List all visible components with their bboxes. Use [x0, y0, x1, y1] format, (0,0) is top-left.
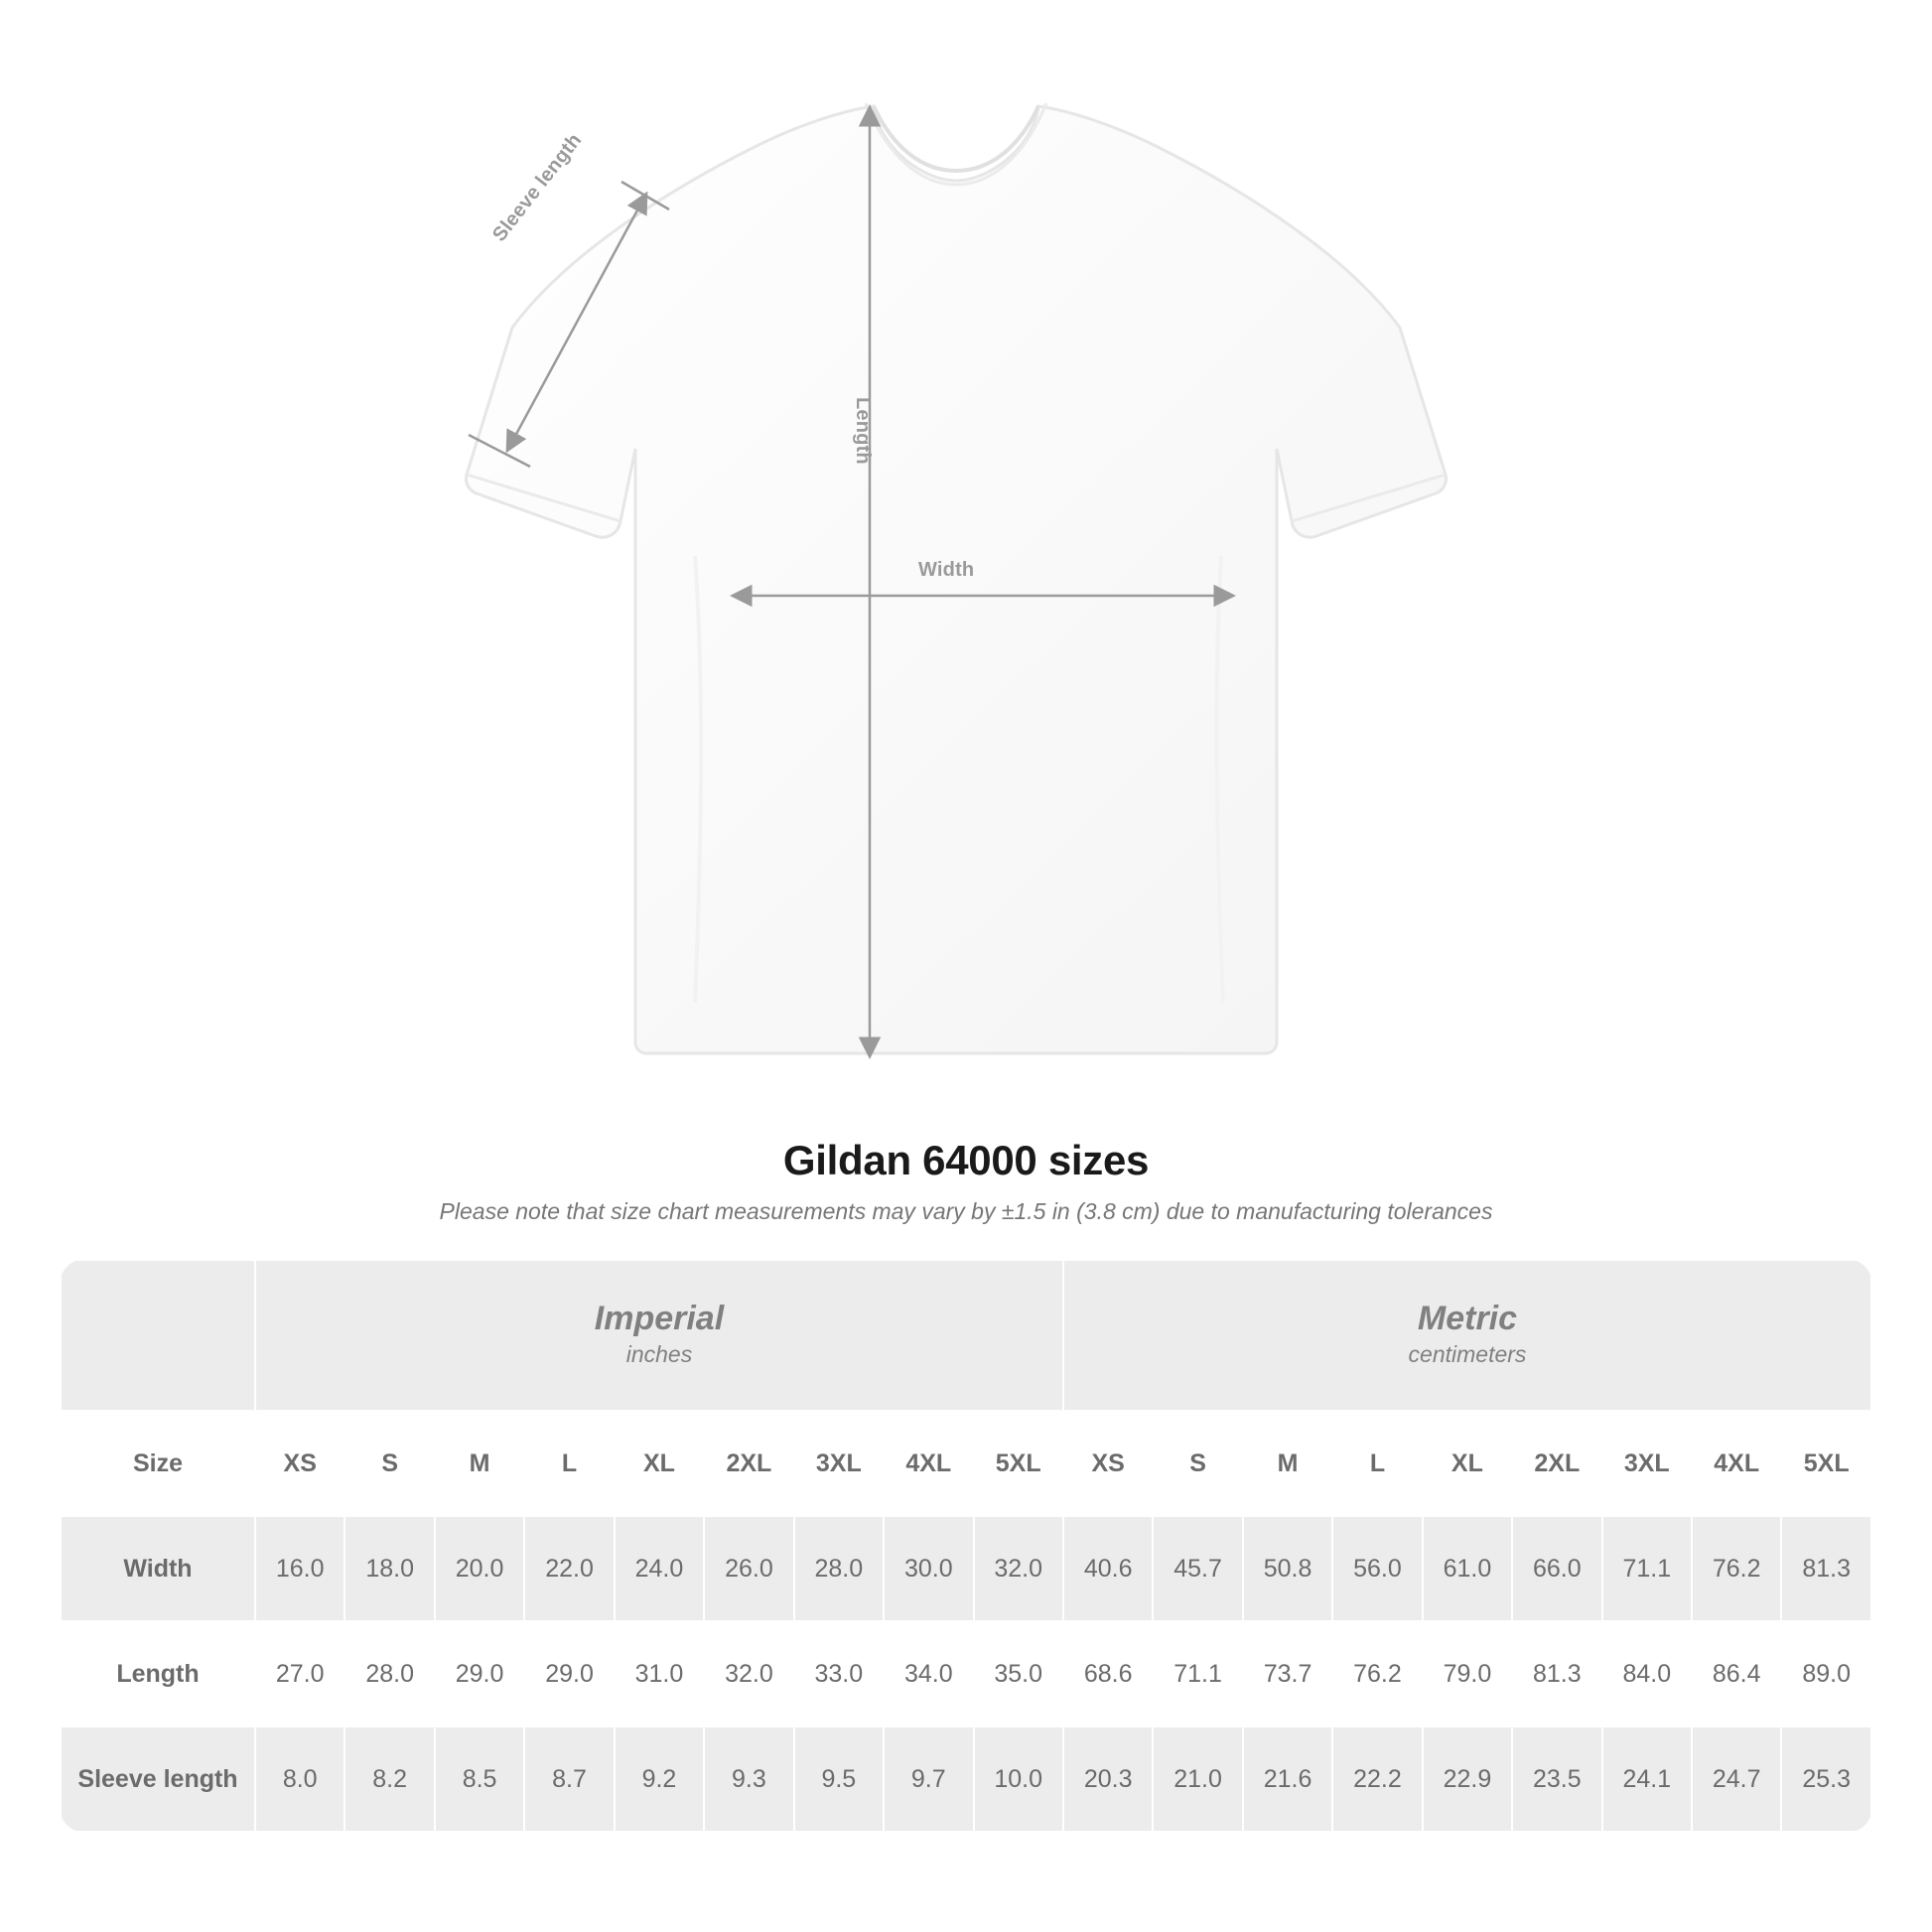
size-chart-table-wrap [60, 1259, 1872, 1833]
cell-length-4: 31.0 [615, 1621, 704, 1726]
cell-width-12: 56.0 [1332, 1516, 1422, 1621]
sleeve-length-label: Sleeve length [488, 129, 587, 246]
size-header-8: 5XL [974, 1411, 1063, 1516]
size-header-13: XL [1423, 1411, 1512, 1516]
size-header-6: 3XL [794, 1411, 884, 1516]
cell-width-17: 81.3 [1781, 1516, 1871, 1621]
cell-width-7: 30.0 [884, 1516, 973, 1621]
row-label-sleeve-length: Sleeve length [61, 1726, 255, 1832]
cell-sleeve-8: 10.0 [974, 1726, 1063, 1832]
table-row [61, 1726, 1871, 1832]
cell-width-0: 16.0 [255, 1516, 345, 1621]
unit-group-metric-name: Metric [1417, 1300, 1518, 1338]
cell-sleeve-7: 9.7 [884, 1726, 973, 1832]
cell-sleeve-12: 22.2 [1332, 1726, 1422, 1832]
sleeve-tick-top [621, 182, 669, 209]
tolerance-note: Please note that size chart measurements may vary by ±1.5 in (3.8 cm) due to manufacturing tolerances [439, 1198, 1493, 1224]
cell-width-15: 71.1 [1602, 1516, 1692, 1621]
cell-sleeve-11: 21.6 [1243, 1726, 1332, 1832]
cell-sleeve-15: 24.1 [1602, 1726, 1692, 1832]
cell-width-9: 40.6 [1063, 1516, 1153, 1621]
size-header-9: XS [1063, 1411, 1153, 1516]
cell-length-12: 76.2 [1332, 1621, 1422, 1726]
cell-sleeve-3: 8.7 [524, 1726, 614, 1832]
cell-length-13: 79.0 [1423, 1621, 1512, 1726]
size-header-5: 2XL [704, 1411, 793, 1516]
cell-sleeve-13: 22.9 [1423, 1726, 1512, 1832]
page-title: Gildan 64000 sizes [782, 1137, 1150, 1183]
cell-sleeve-5: 9.3 [704, 1726, 793, 1832]
cell-length-16: 86.4 [1692, 1621, 1781, 1726]
cell-length-0: 27.0 [255, 1621, 345, 1726]
size-header-14: 2XL [1512, 1411, 1601, 1516]
size-header-4: XL [615, 1411, 704, 1516]
unit-header-row [61, 1260, 1871, 1411]
cell-length-9: 68.6 [1063, 1621, 1153, 1726]
cell-sleeve-2: 8.5 [435, 1726, 524, 1832]
cell-width-2: 20.0 [435, 1516, 524, 1621]
size-header-label: Size [61, 1411, 255, 1516]
size-header-3: L [524, 1411, 614, 1516]
cell-sleeve-16: 24.7 [1692, 1726, 1781, 1832]
length-label: Length [852, 397, 874, 465]
cell-width-16: 76.2 [1692, 1516, 1781, 1621]
size-header-0: XS [255, 1411, 345, 1516]
size-header-16: 4XL [1692, 1411, 1781, 1516]
size-header-2: M [435, 1411, 524, 1516]
cell-width-5: 26.0 [704, 1516, 793, 1621]
cell-width-3: 22.0 [524, 1516, 614, 1621]
size-header-12: L [1332, 1411, 1422, 1516]
cell-length-5: 32.0 [704, 1621, 793, 1726]
cell-sleeve-10: 21.0 [1153, 1726, 1242, 1832]
size-header-17: 5XL [1781, 1411, 1871, 1516]
cell-length-1: 28.0 [345, 1621, 434, 1726]
cell-width-13: 61.0 [1423, 1516, 1512, 1621]
cell-length-10: 71.1 [1153, 1621, 1242, 1726]
row-label-width: Width [61, 1516, 255, 1621]
cell-length-15: 84.0 [1602, 1621, 1692, 1726]
size-header-10: S [1153, 1411, 1242, 1516]
cell-sleeve-4: 9.2 [615, 1726, 704, 1832]
cell-width-4: 24.0 [615, 1516, 704, 1621]
cell-width-8: 32.0 [974, 1516, 1063, 1621]
table-row [61, 1621, 1871, 1726]
cell-width-11: 50.8 [1243, 1516, 1332, 1621]
cell-length-11: 73.7 [1243, 1621, 1332, 1726]
cell-length-8: 35.0 [974, 1621, 1063, 1726]
cell-width-14: 66.0 [1512, 1516, 1601, 1621]
table-row [61, 1516, 1871, 1621]
size-header-7: 4XL [884, 1411, 973, 1516]
cell-sleeve-14: 23.5 [1512, 1726, 1601, 1832]
size-header-1: S [345, 1411, 434, 1516]
cell-sleeve-1: 8.2 [345, 1726, 434, 1832]
cell-sleeve-17: 25.3 [1781, 1726, 1871, 1832]
size-chart-table [60, 1259, 1872, 1833]
cell-sleeve-6: 9.5 [794, 1726, 884, 1832]
unit-group-imperial-name: Imperial [594, 1300, 725, 1338]
size-header-11: M [1243, 1411, 1332, 1516]
title-block [0, 1137, 1932, 1225]
size-header-row [61, 1411, 1871, 1516]
unit-group-metric-sub: centimeters [1408, 1341, 1527, 1368]
cell-sleeve-0: 8.0 [255, 1726, 345, 1832]
cell-length-17: 89.0 [1781, 1621, 1871, 1726]
unit-group-imperial [255, 1260, 1063, 1411]
unit-group-metric [1063, 1260, 1871, 1411]
size-header-15: 3XL [1602, 1411, 1692, 1516]
unit-group-imperial-sub: inches [625, 1341, 693, 1368]
cell-length-2: 29.0 [435, 1621, 524, 1726]
cell-width-1: 18.0 [345, 1516, 434, 1621]
cell-width-6: 28.0 [794, 1516, 884, 1621]
cell-sleeve-9: 20.3 [1063, 1726, 1153, 1832]
cell-length-3: 29.0 [524, 1621, 614, 1726]
cell-length-14: 81.3 [1512, 1621, 1601, 1726]
cell-length-6: 33.0 [794, 1621, 884, 1726]
cell-width-10: 45.7 [1153, 1516, 1242, 1621]
width-label: Width [918, 559, 975, 581]
corner-cell [61, 1260, 255, 1411]
row-label-length: Length [61, 1621, 255, 1726]
cell-length-7: 34.0 [884, 1621, 973, 1726]
